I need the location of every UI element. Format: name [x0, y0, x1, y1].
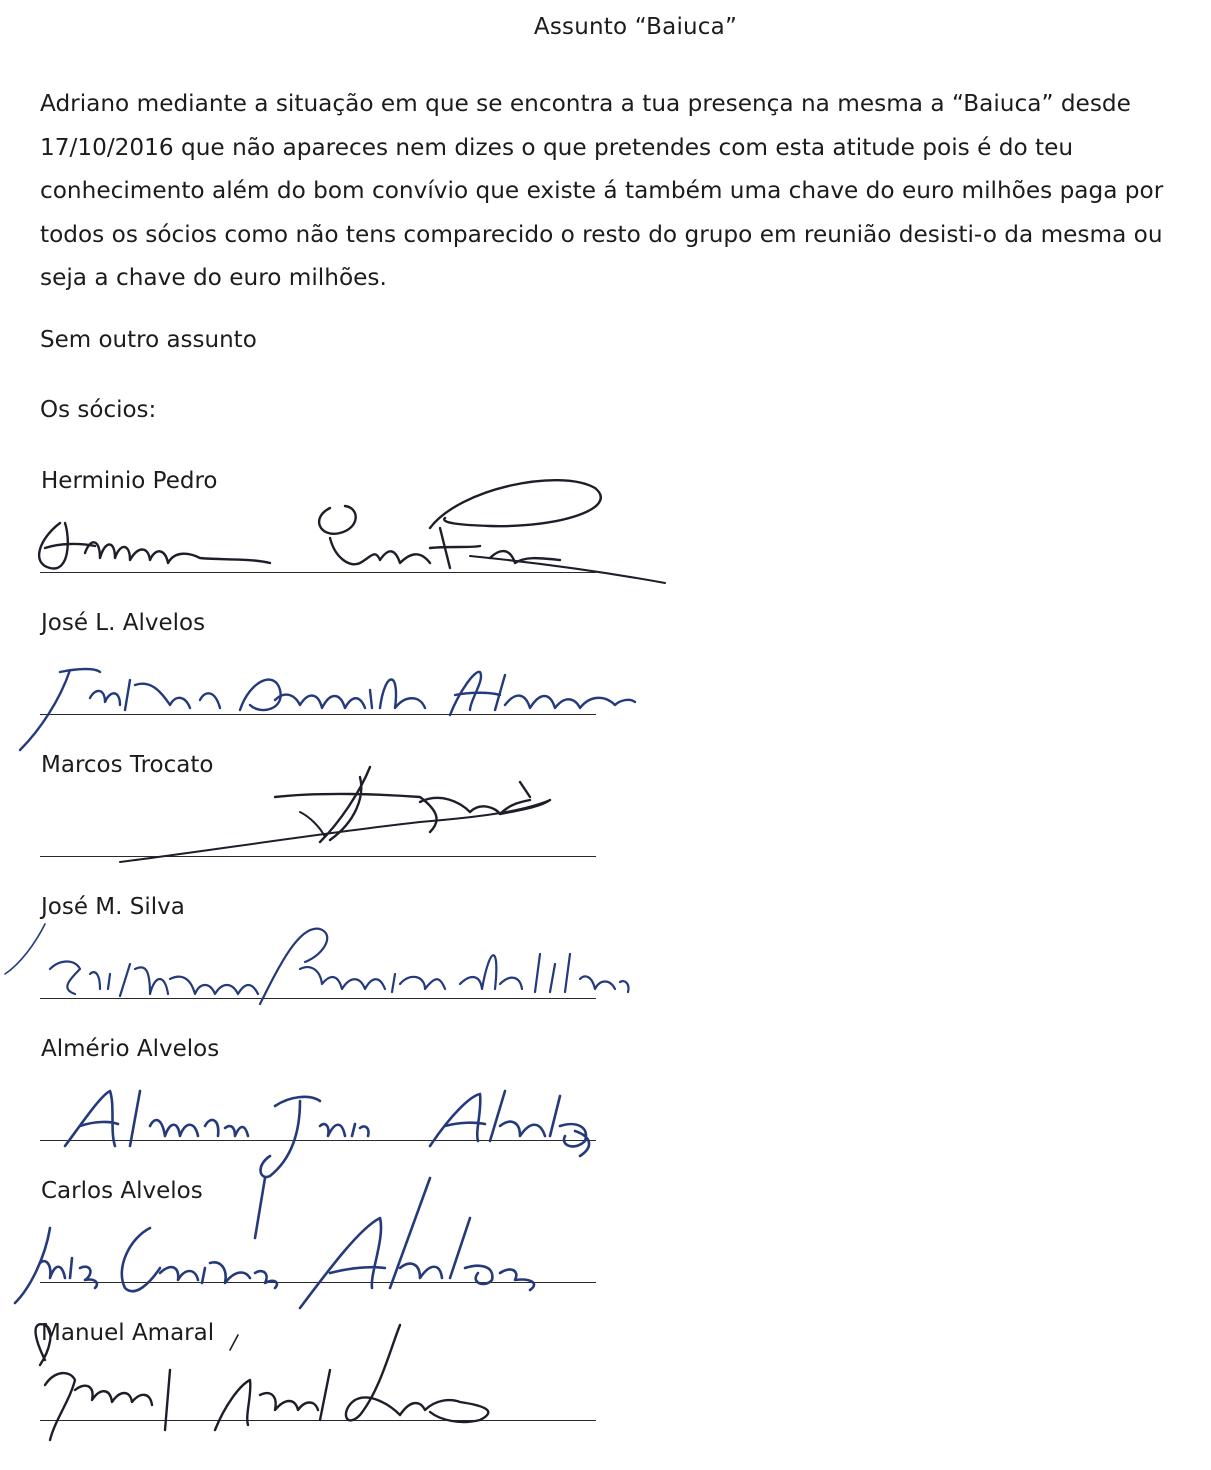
- signer-name: Marcos Trocato: [41, 752, 214, 778]
- closing-line: Sem outro assunto: [40, 327, 257, 353]
- signer-block-almerio: [0, 1036, 700, 1186]
- signature-herminio: [0, 468, 700, 618]
- signer-block-manuel: [0, 1320, 700, 1470]
- signer-block-jose-m: [0, 894, 700, 1044]
- signature-jose-m: [0, 894, 700, 1044]
- members-label: Os sócios:: [40, 397, 157, 423]
- signer-block-jose-l: [0, 610, 700, 760]
- signer-name: Herminio Pedro: [41, 468, 218, 494]
- signature-marcos: [0, 752, 700, 902]
- signer-name: Manuel Amaral: [41, 1320, 215, 1346]
- signature-jose-l: [0, 610, 700, 760]
- signer-block-carlos: [0, 1178, 700, 1328]
- signer-name: José M. Silva: [41, 894, 185, 920]
- document-body: Adriano mediante a situação em que se encontra a tua presença na mesma a “Baiuca” desde 17/10/2016 que não apareces nem dizes o que pretendes com esta atitude pois é do teu conhecimento além do bom convívio que existe á também uma chave do euro milhões paga por todos os sócios como não tens comparecido o resto do grupo em reunião desisti-o da mesma ou seja a chave do euro milhões.: [40, 90, 1164, 291]
- signature-carlos: [0, 1178, 700, 1328]
- signer-name: Carlos Alvelos: [41, 1178, 203, 1204]
- signature-almerio: [0, 1036, 700, 1186]
- signer-block-marcos: [0, 752, 700, 902]
- signer-block-herminio: [0, 468, 700, 618]
- signer-name: Almério Alvelos: [41, 1036, 220, 1062]
- signer-name: José L. Alvelos: [41, 610, 206, 636]
- document-title: Assunto “Baiuca”: [533, 14, 738, 40]
- signature-manuel: [0, 1320, 700, 1470]
